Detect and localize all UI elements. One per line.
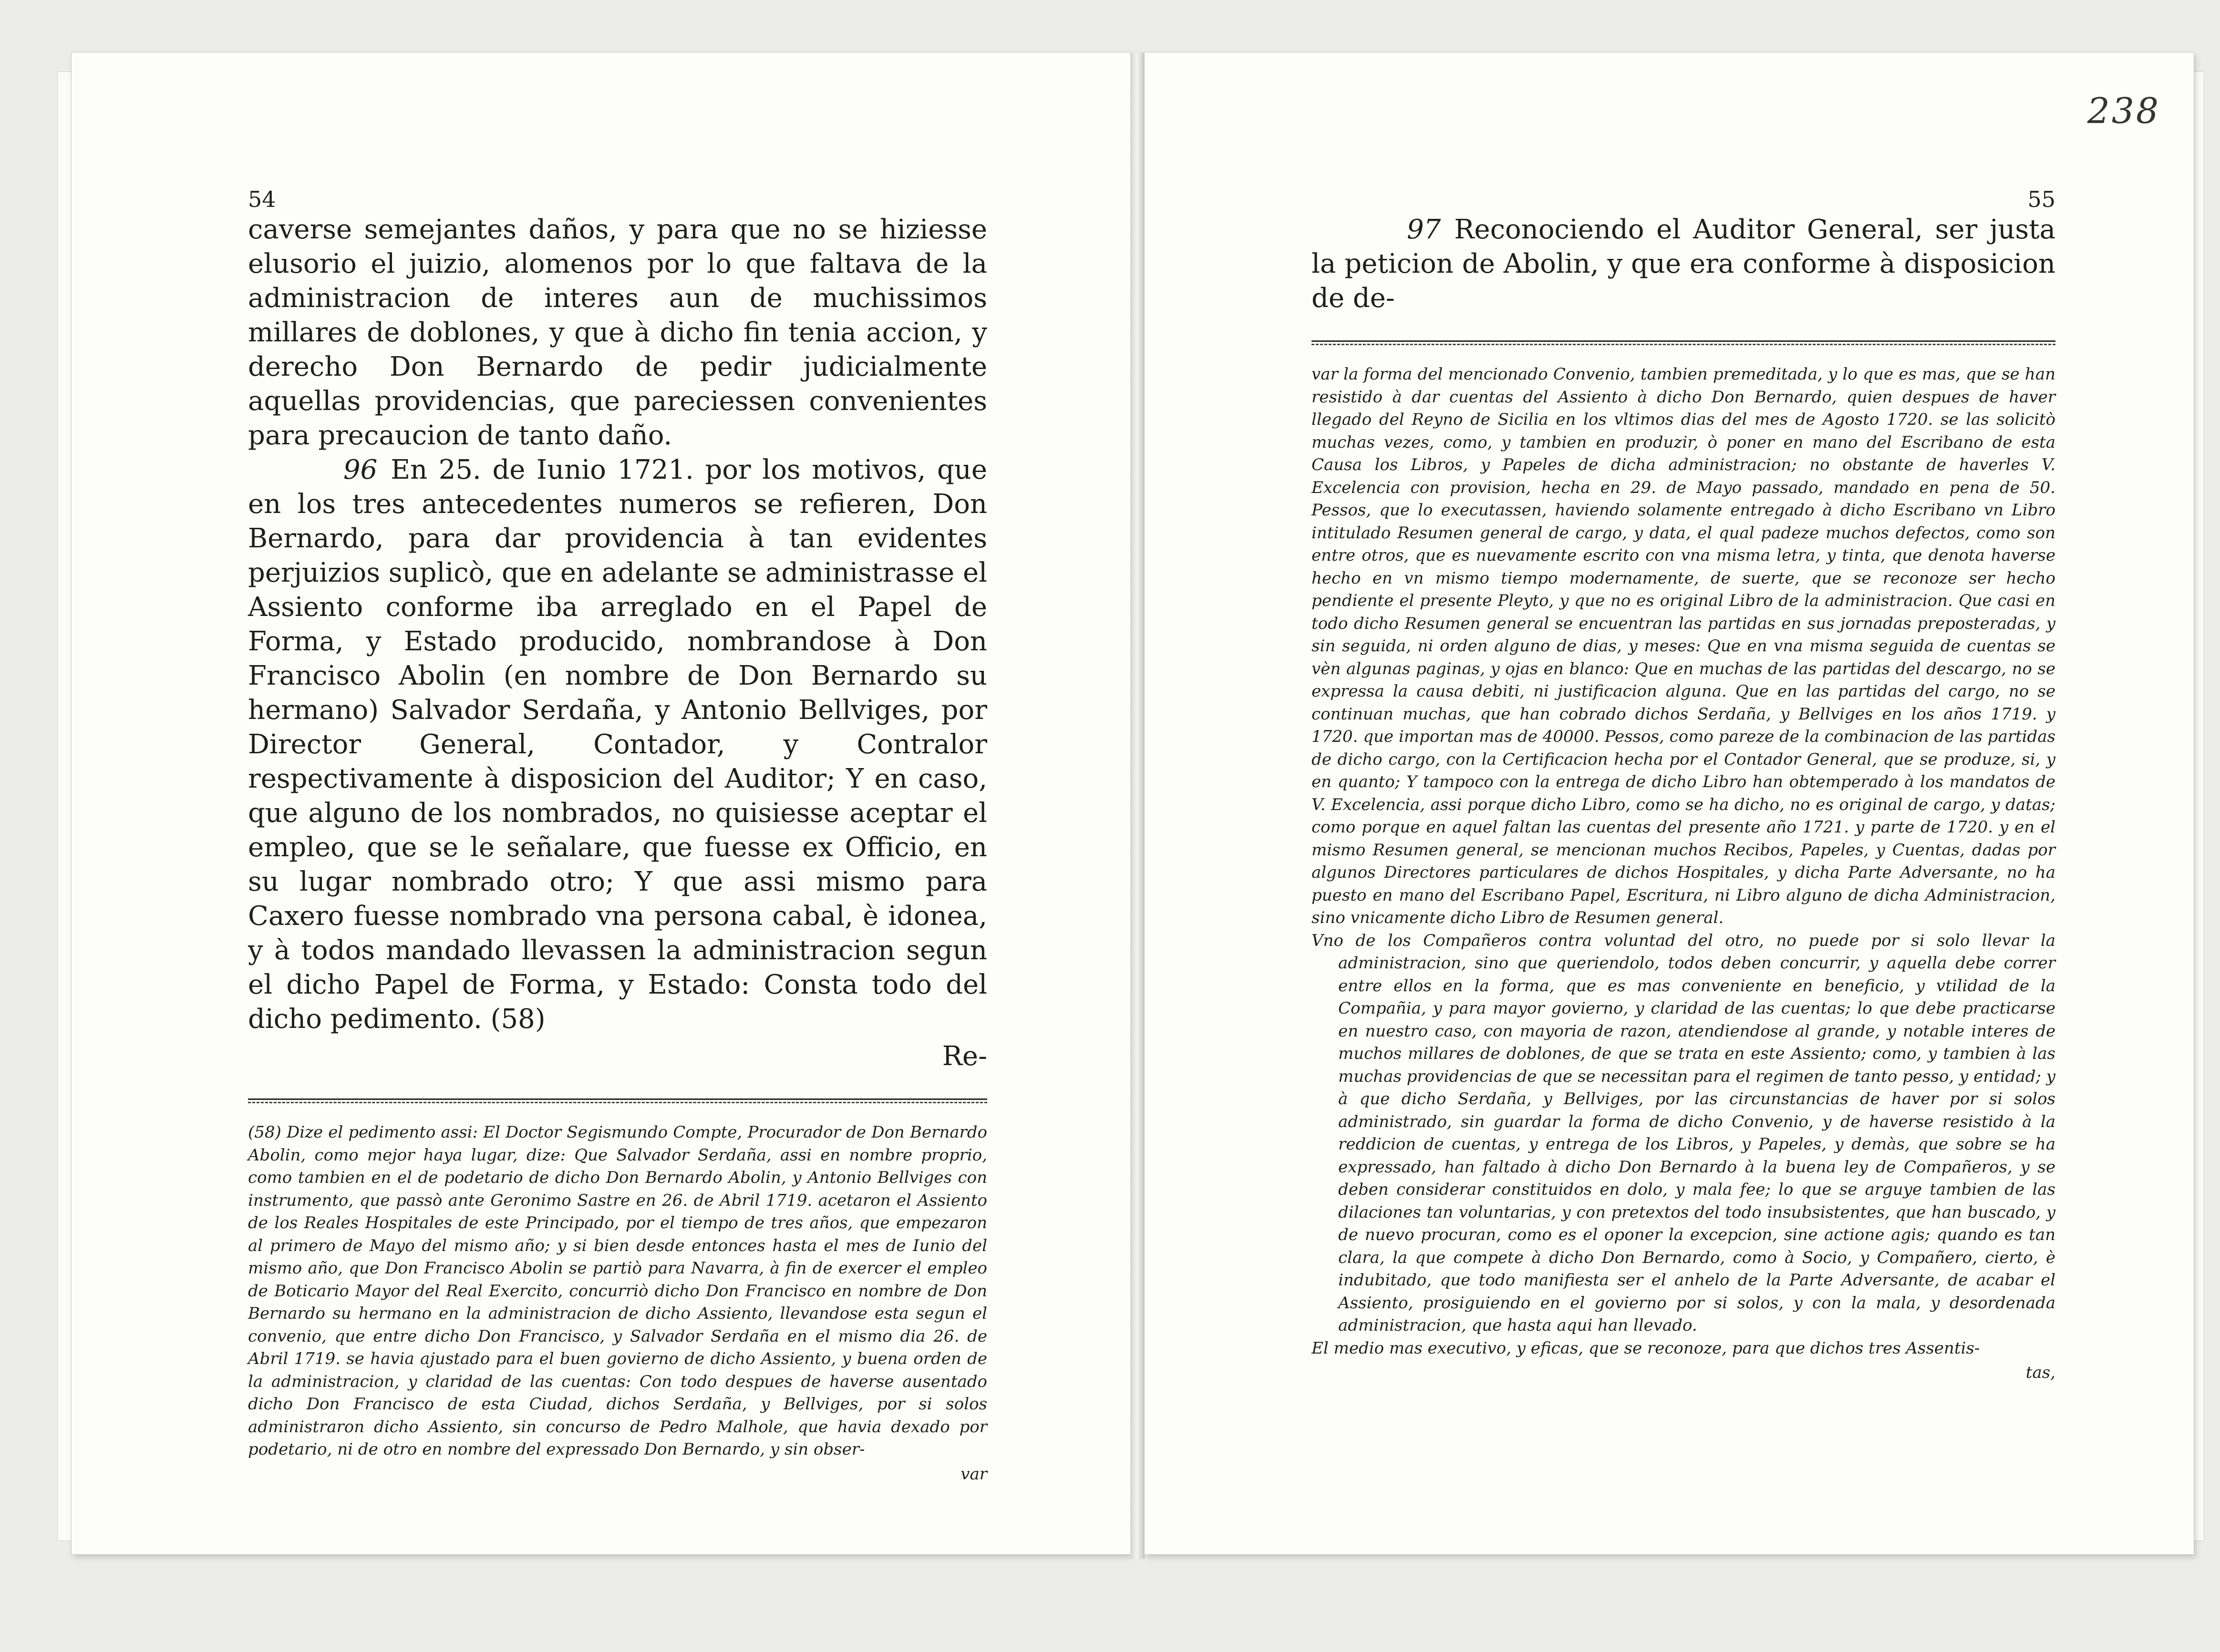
body-text [248,213,987,1036]
paragraph-text: Reconociendo el Auditor General, ser justa la peticion de Abolin, y que era conforme à disposicion de de- [1311,214,2055,314]
footnote-text: El medio mas executivo, y eficas, que se reconoze, para que dichos tres Assentis- [1311,1338,1980,1358]
page-number: 55 [2027,186,2055,212]
paragraph [1311,213,2055,316]
footnote-divider [1311,339,2055,347]
paragraph-number: 97 [1407,214,1441,245]
footnote-continuation [1311,363,2055,1360]
footnote-text: var la forma del mencionado Convenio, tambien premeditada, y lo que es mas, que se han resistido à dar cuentas del Assiento à dicho Don Bernardo, quien despues de haver llegado del Reyno de Sicilia en los vltimos dias del mes de Agosto 1720. se las solicitò muchas vezes, como, y tambien en produzir, ò poner en mano del Escribano de esta Causa los Libros, y Papeles de dicha administracion; no obstante de haverles V. Excelencia con provision, hecha en 29. de Mayo passado, mandado en pena de 50. Pessos, que lo executassen, haviendo solamente entregado à dicho Escribano vn Libro intitulado Resumen general de cargo, y data, el qual padeze muchos defectos, como son entre otros, que es nuevamente escrito con vna misma letra, y tinta, que denota haverse hecho en vn mismo tiempo modernamente, de suerte, que se reconoze ser hecho pendiente el presente Pleyto, y que no es original Libro de la administracion. Que casi en todo dicho Resumen general se encuentran las partidas en sus jornadas preposteradas, y sin seguida, ni orden alguno de dias, y meses: Que en vna misma seguida de cuentas se vèn algunas paginas, y ojas en blanco: Que en muchas de las partidas del descargo, no se expressa la causa debiti, ni justificacion alguna. Que en las partidas del cargo, no se continuan muchas, que han cobrado dichos Serdaña, y Bellviges en los años 1719. y 1720. que importan mas de 40000. Pessos, como pareze de la combinacion de las partidas de dicho cargo, con la Certificacion hecha por el Contador General, que se produze, si, y en quanto; Y tampoco con la entrega de dicho Libro han obtemperado à los mandatos de V. Excelencia, assi porque dicho Libro, como se ha dicho, no es original de cargo, y datas; como porque en aquel faltan las cuentas del presente año 1721. y parte de 1720. y en el mismo Resumen general, se mencionan muchos Recibos, Papeles, y Cuentas, dadas por algunos Directores particulares de dichos Hospitales, y dicha Parte Adversante, no ha puesto en mano del Escribano Papel, Escritura, ni Libro alguno de dicha Administracion, sino vnicamente dicho Libro de Resumen general. [1311,365,2055,927]
footnote [248,1121,987,1461]
right-page [1145,52,2194,1554]
left-page [72,52,1130,1554]
catchword: Re- [942,1041,987,1072]
paragraph [248,453,987,1036]
paragraph-text: En 25. de Iunio 1721. por los motivos, que en los tres antecedentes numeros se refieren, Don Bernardo, para dar providencia à tan evidentes perjuizios suplicò, que en adelante se administrasse el Assiento conforme iba arreglado en el Papel de Forma, y Estado producido, nombrandose à Don Francisco Abolin (en nombre de Don Bernardo su hermano) Salvador Serdaña, y Antonio Bellviges, por Director General, Contador, y Contralor respectivamente à disposicion del Auditor; Y en caso, que alguno de los nombrados, no quisiesse aceptar el empleo, que se le señalare, que fuesse ex Officio, en su lugar nombrado otro; Y que assi mismo para Caxero fuesse nombrado vna persona cabal, è idonea, y à todos mandado llevassen la administracion segun el dicho Papel de Forma, y Estado: Consta todo del dicho pedimento. (58) [248,454,987,1035]
footnote-catchword: var [960,1464,987,1484]
folio-mark: 238 [2087,91,2160,132]
body-text [1311,213,2055,316]
footnote-divider [248,1097,987,1105]
footnote-text: Vno de los Compañeros contra voluntad del otro, no puede por si solo llevar la administracion, sino que queriendolo, todos deben concurrir, y aquella debe correr entre ellos en la forma, que es mas conveniente en beneficio, y vtilidad de la Compañia, y para mayor govierno, y claridad de las cuentas; lo que debe practicarse en nuestro caso, con mayoria de razon, atendiendose al grande, y notable interes de muchos millares de doblones, de que se trata en este Assiento; como, y tambien à las muchas providencias de que se necessitan para el regimen de tanto pesso, y entidad; y à que dicho Serdaña, y Bellviges, por las circunstancias de haver por si solos administrado, sin guardar la forma de dicho Convenio, y de haverse resistido à la reddicion de cuentas, y entrega de los Libros, y Papeles, y demàs, que sobre se ha expressado, han faltado à dicho Don Bernardo à la buena ley de Compañeros, y se deben considerar constituidos en dolo, y mala fee; lo que se arguye tambien de las dilaciones tan voluntarias, y con pretextos del todo insubsistentes, que han buscado, y de nuevo procuran, como es el oponer la excepcion, sine actione agis; quando es tan clara, la que compete à dicho Don Bernardo, como à Socio, y Compañero, cierto, è indubitado, que todo manifiesta ser el anhelo de la Parte Adversante, de acabar el Assiento, prosiguiendo en el govierno por si solos, y con la mala, y desordenada administracion, que hasta aqui han llevado. [1311,931,2055,1335]
paragraph-number: 96 [343,454,378,485]
paragraph: caverse semejantes daños, y para que no se hiziesse elusorio el juizio, alomenos por lo que faltava de la administracion de interes aun de muchissimos millares de doblones, y que à dicho fin tenia accion, y derecho Don Bernardo de pedir judicialmente aquellas providencias, que pareciessen convenientes para precaucion de tanto daño. [248,214,987,451]
page-number: 54 [248,186,276,212]
book-spine [1130,52,1145,1559]
footnote-text: (58) Dize el pedimento assi: El Doctor Segismundo Compte, Procurador de Don Bernardo Abolin, como mejor haya lugar, dize: Que Salvador Serdaña, assi en nombre proprio, como tambien en el de podetario de dicho Don Bernardo Abolin, y Antonio Bellviges con instrumento, que passò ante Geronimo Sastre en 26. de Abril 1719. acetaron el Assiento de los Reales Hospitales de este Principado, por el tiempo de tres años, que empezaron al primero de Mayo del mismo año; y si bien desde entonces hasta el mes de Iunio del mismo año, que Don Francisco Abolin se partiò para Navarra, à fin de exercer el empleo de Boticario Mayor del Real Exercito, concurriò dicho Don Francisco en nombre de Don Bernardo su hermano en la administracion de dicho Assiento, llevandose esta segun el convenio, que entre dicho Don Francisco, y Salvador Serdaña en el mismo dia 26. de Abril 1719. se havia ajustado para el buen govierno de dicho Assiento, y buena orden de la administracion, y claridad de las cuentas: Con todo despues de haverse ausentado dicho Don Francisco de esta Ciudad, dichos Serdaña, y Bellviges, por si solos administraron dicho Assiento, sin concurso de Pedro Malhole, que havia dexado por podetario, ni de otro en nombre del expressado Don Bernardo, y sin obser- [248,1123,987,1459]
footnote-catchword: tas, [2025,1363,2055,1382]
